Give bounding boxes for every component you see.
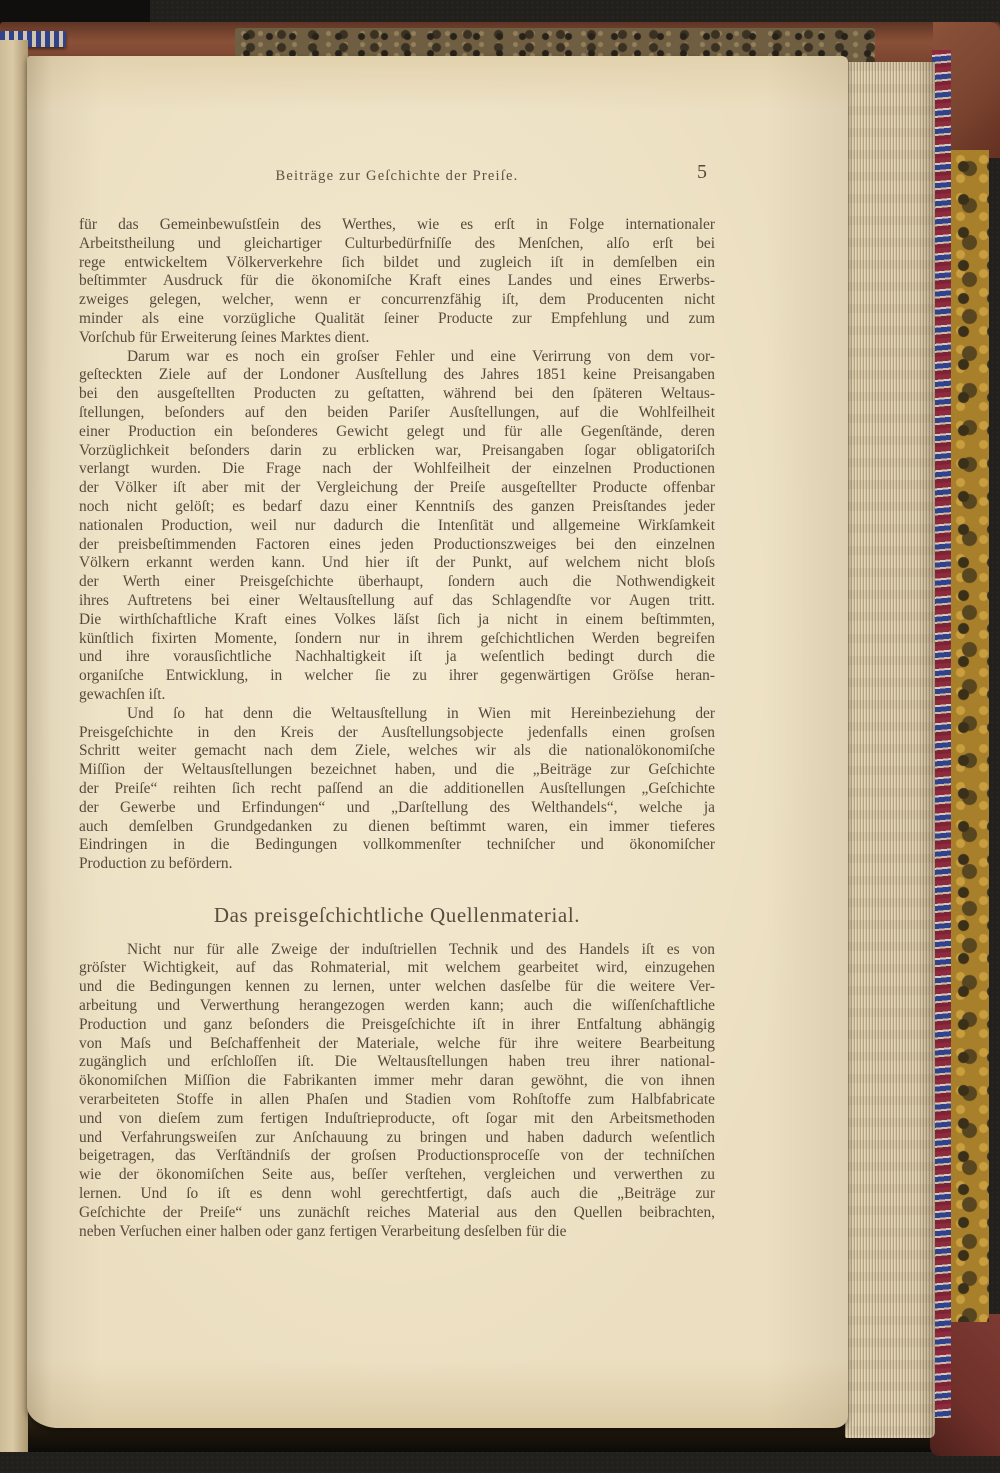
- text-line: für das Gemeinbewuſstſein des Werthes, wie es erſt in Folge internationaler: [79, 216, 715, 233]
- text-line: Arbeitstheilung und gleichartiger Culturbedürfniſſe des Menſchen, alſo erſt bei: [79, 234, 715, 252]
- text-line: auch demſelben Grundgedanken zu dienen beſtimmt waren, ein immer tieferes: [79, 817, 715, 835]
- text-line: Preisgeſchichte in den Kreis der Ausſtellungsobjecte jedenfalls einen groſsen: [79, 723, 715, 741]
- text-line: gewachſen iſt.: [79, 685, 166, 703]
- text-line: zweiges gelegen, welcher, wenn er concurrenzfähig iſt, dem Producenten nicht: [79, 291, 715, 309]
- text-line: arbeitung und Verwerthung herangezogen werden kann; auch die wiſſenſchaftliche: [79, 997, 715, 1015]
- text-line: organiſche Entwicklung, in welcher ſie zu ihrer gegenwärtigen Gröſse heran-: [79, 667, 715, 685]
- text-line: und die Bedingungen kennen zu lernen, unter welchen dasſelbe für die weitere Ver-: [79, 978, 715, 996]
- text-line: Schritt weiter gemacht nach dem Ziele, welches wir als die nationalökonomiſche: [79, 742, 715, 760]
- text-line: Vorzüglichkeit beſonders darin zu erblicken war, Preisangaben ſogar obligatoriſch: [79, 441, 715, 459]
- text-line: beſtimmter Ausdruck für die ökonomiſche Kraft eines Landes und eines Erwerbs-: [79, 272, 715, 290]
- text-line: einer Production ein beſonderes Gewicht gelegt und für alle Gegenſtände, deren: [79, 422, 715, 440]
- text-line: Und ſo hat denn die Weltausſtellung in Wien mit Hereinbeziehung der: [127, 704, 715, 722]
- text-line: neben Verſuchen einer halben oder ganz fertigen Verarbeitung desſelben für die: [79, 1222, 567, 1240]
- text-line: ökonomiſchen Miſſion die Fabrikanten immer mehr daran gewöhnt, die von ihnen: [79, 1072, 715, 1090]
- text-line: Darum war es noch ein groſser Fehler und eine Verirrung von dem vor-: [127, 347, 715, 365]
- page-header: [79, 161, 715, 192]
- text-flow: [79, 216, 715, 1241]
- text-line: Nicht nur für alle Zweige der induſtriellen Technik und des Handels iſt es von: [127, 940, 715, 958]
- paragraph: [79, 705, 715, 874]
- marbled-cover-board-edge: [949, 150, 989, 1322]
- text-line: der Werth einer Preisgeſchichte überhaupt, ſondern auch die Nothwendigkeit: [79, 573, 715, 591]
- text-line: und ihre vorausſichtliche Nachhaltigkeit iſt ja weſentlich bedingt durch die: [79, 648, 715, 666]
- text-line: Vorſchub für Erweiterung ſeines Marktes dient.: [79, 328, 370, 346]
- text-line: Geſchichte der Preiſe“ uns zunächſt reiches Material aus den Quellen beibrachten,: [79, 1203, 715, 1221]
- text-line: noch nicht gelöſt; es bedarf dazu einer Kenntniſs des ganzen Preisſtandes jeder: [79, 497, 715, 515]
- text-line: künſtlich fixirten Momente, ſondern nur in ihrem geſchichtlichen Werden begreifen: [79, 629, 715, 647]
- text-line: der Völker iſt aber mit der Vergleichung der Preiſe ausgeſtellter Producte offenbar: [79, 479, 715, 497]
- text-line: von Maſs und Beſchaffenheit der Materiale, welche für ihre weitere Bearbeitung: [79, 1034, 715, 1052]
- text-line: gröſster Wichtigkeit, auf das Rohmaterial, mit welchem gearbeitet wird, einzugehen: [79, 959, 715, 977]
- text-line: bei den ausgeſtellten Producten zu geſtatten, während bei den ſpäteren Weltaus-: [79, 385, 715, 403]
- text-line: der preisbeſtimmenden Factoren eines jeden Productionszweiges bei den einzelnen: [79, 535, 715, 553]
- text-line: lernen. Und ſo iſt es denn wohl gerechtfertigt, daſs auch die „Beiträge zur: [79, 1185, 715, 1203]
- section-heading: Das preisgeſchichtliche Quellenmaterial.: [213, 902, 581, 927]
- paragraph: [79, 216, 715, 348]
- text-line: und von dieſem zum fertigen Induſtrieproducte, oft ſogar mit den Arbeitsmethoden: [79, 1109, 715, 1127]
- text-line: der Preiſe“ reihten ſich recht paſſend an die additionellen Ausſtellungen „Geſchichte: [79, 779, 715, 797]
- paragraph: [79, 941, 715, 1242]
- text-line: und Verfahrungsweiſen zur Anſchauung zu bringen und haben dadurch weſentlich: [79, 1128, 715, 1146]
- text-line: wie der ökonomiſchen Seite aus, beſſer verſtehen, vergleichen und verwerthen zu: [79, 1166, 715, 1184]
- text-line: zugänglich und erſchloſſen iſt. Die Weltausſtellungen haben treu ihrer national-: [79, 1053, 715, 1071]
- text-line: Production zu befördern.: [79, 855, 233, 873]
- previous-page-edge: [0, 40, 28, 1452]
- text-line: ſtellungen, beſonders auf den beiden Pariſer Ausſtellungen, auf die Wohlfeilheit: [79, 403, 715, 421]
- text-line: Die wirthſchaftliche Kraft eines Volkes läſst ſich ja nicht in einem beſtimmten,: [79, 610, 715, 628]
- text-line: nationalen Production, weil nur dadurch die Intenſität und allgemeine Wirkſamkeit: [79, 516, 715, 534]
- text-line: der Gewerbe und Erfindungen“ und „Darſtellung des Welthandels“, welche ja: [79, 798, 715, 816]
- text-line: Eindringen in die Bedingungen vollkommenſter techniſcher und ökonomiſcher: [79, 836, 715, 854]
- text-line: verlangt wurden. Die Frage nach der Wohlfeilheit der einzelnen Productionen: [79, 460, 715, 478]
- text-column: [79, 161, 715, 1241]
- text-line: Miſſion der Weltausſtellungen bezeichnet haben, und die „Beiträge zur Geſchichte: [79, 761, 715, 779]
- book-page: [27, 56, 848, 1428]
- running-title: Beiträge zur Geſchichte der Preiſe.: [275, 168, 519, 184]
- text-line: Völkern erkannt werden kann. Und hier iſt der Punkt, auf welchem nicht bloſs: [79, 554, 715, 572]
- paragraph: [79, 348, 715, 705]
- text-line: rege entwickeltem Völkerverkehre ſich bildet und zugleich iſt in demſelben ein: [79, 253, 715, 271]
- text-line: geſteckten Ziele auf der Londoner Ausſtellung des Jahres 1851 keine Preisangaben: [79, 366, 715, 384]
- text-line: verarbeiteten Stoffe in allen Phaſen und Stadien vom Rohſtoffe zum Halbfabricate: [79, 1091, 715, 1109]
- text-line: beigetragen, das Verſtändniſs der groſsen Productionsproceſſe von der techniſchen: [79, 1147, 715, 1165]
- text-line: Production und ganz beſonders die Preisgeſchichte iſt in ihrer Entfaltung abhängig: [79, 1015, 715, 1033]
- text-line: minder als eine vorzügliche Qualität ſeiner Producte zur Empfehlung und zum: [79, 309, 715, 327]
- page-number: 5: [697, 161, 707, 183]
- text-line: ihres Auftretens bei einer Weltausſtellung auf das Schlagendſte vor Augen tritt.: [79, 591, 715, 609]
- page-fore-edge-stack: [845, 62, 935, 1438]
